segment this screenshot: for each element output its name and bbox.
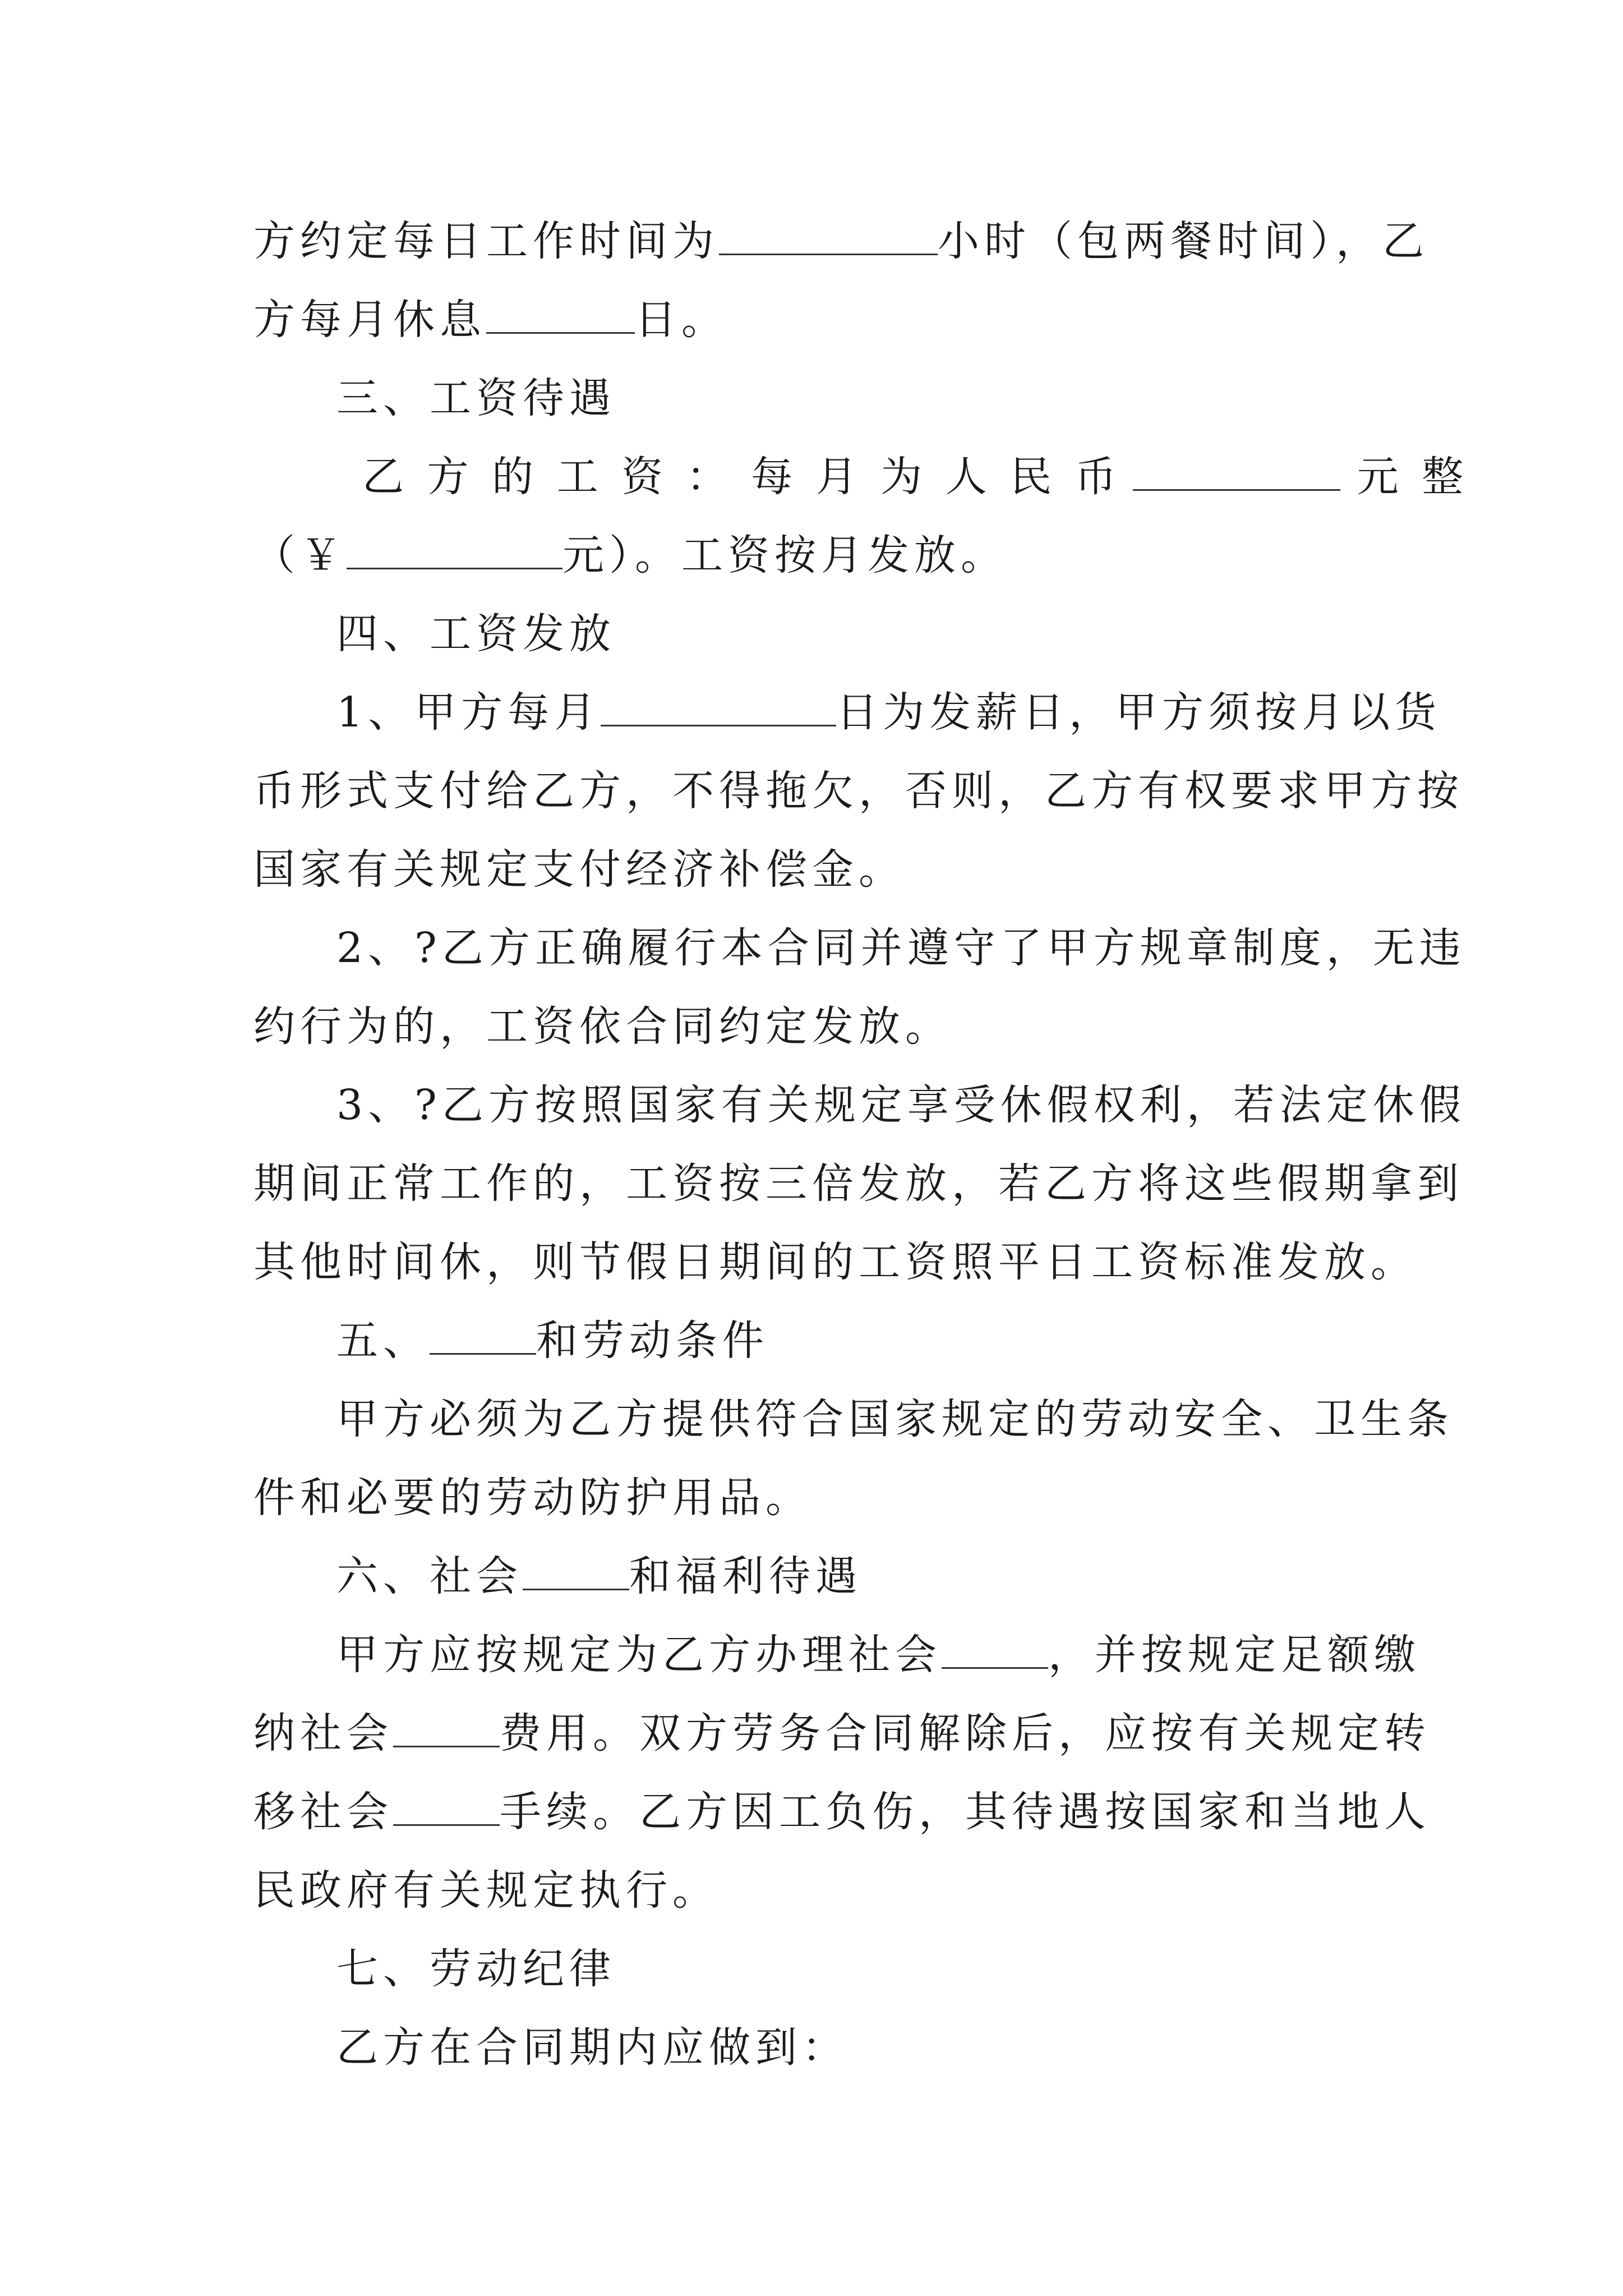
- work-hours-line: [253, 213, 1429, 269]
- fill-in-blank: [347, 533, 562, 569]
- paragraph-line: 其他时间休，则节假日期间的工资照平日工资标准发放。: [253, 1238, 1417, 1286]
- text-segment: 方每月休息: [253, 296, 486, 344]
- text-segment: 五、: [336, 1317, 430, 1365]
- insurance-fee-line: [253, 1705, 1431, 1761]
- paragraph-line: 约行为的，工资依合同约定发放。: [253, 1002, 952, 1051]
- section-heading-7: 七、劳动纪律: [336, 1945, 616, 1993]
- text-segment: 方约定每日工作时间为: [253, 217, 719, 265]
- fill-in-blank: [393, 1789, 500, 1826]
- paragraph-line: 件和必要的劳动防护用品。: [253, 1474, 812, 1522]
- paragraph-line: 甲方必须为乙方提供符合国家规定的劳动安全、卫生条: [336, 1395, 1454, 1443]
- text-segment: 和福利待遇: [629, 1552, 862, 1600]
- fill-in-blank: [942, 1632, 1048, 1669]
- fill-in-blank: [601, 690, 836, 726]
- text-segment: 手续。乙方因工负伤，其待遇按国家和当地人: [500, 1788, 1431, 1836]
- text-segment: 乙 方 的 工 资 ： 每 月 为 人 民 币: [362, 453, 1122, 501]
- text-segment: 甲方应按规定为乙方办理社会: [336, 1631, 942, 1679]
- text-segment: 纳社会: [253, 1709, 393, 1757]
- text-segment: 小时（包两餐时间），乙: [938, 217, 1429, 265]
- text-segment: 元）。工资按月发放。: [562, 531, 1007, 579]
- paragraph-line: 民政府有关规定执行。: [253, 1866, 719, 1915]
- fill-in-blank: [1133, 454, 1340, 491]
- text-segment: 和劳动条件: [536, 1317, 769, 1365]
- salary-amount-line: [253, 527, 1007, 583]
- fill-in-blank: [393, 1711, 500, 1747]
- fill-in-blank: [523, 1554, 629, 1590]
- fill-in-blank: [486, 297, 635, 334]
- text-segment: 日。: [635, 296, 728, 344]
- paragraph-line: 期间正常工作的，工资按三倍发放，若乙方将这些假期拿到: [253, 1159, 1464, 1208]
- fill-in-blank: [430, 1318, 536, 1355]
- section-heading-4: 四、工资发放: [336, 610, 616, 658]
- text-segment: 元 整: [1357, 453, 1469, 501]
- paragraph-line: 国家有关规定支付经济补偿金。: [253, 845, 905, 894]
- paragraph-line: 乙方在合同期内应做到：: [336, 2023, 849, 2072]
- salary-line: [362, 449, 1468, 505]
- text-segment: 日为发薪日，甲方须按月以货: [836, 688, 1442, 737]
- insurance-transfer-line: [253, 1784, 1431, 1840]
- section-heading-5: [336, 1313, 769, 1369]
- section-heading-3: 三、工资待遇: [336, 374, 616, 422]
- text-segment: 1、甲方每月: [336, 688, 601, 737]
- section-heading-6: [336, 1548, 862, 1604]
- text-segment: 费用。双方劳务合同解除后，应按有关规定转: [500, 1709, 1431, 1757]
- text-segment: 移社会: [253, 1788, 393, 1836]
- text-segment: ，并按规定足额缴: [1048, 1631, 1421, 1679]
- paragraph-line: 2、?乙方正确履行本合同并遵守了甲方规章制度，无违: [336, 924, 1466, 972]
- text-segment: 六、社会: [336, 1552, 523, 1600]
- fill-in-blank: [719, 219, 938, 255]
- paragraph-line: 币形式支付给乙方，不得拖欠，否则，乙方有权要求甲方按: [253, 767, 1464, 815]
- payday-line: [336, 684, 1441, 740]
- paragraph-line: 3、?乙方按照国家有关规定享受休假权利，若法定休假: [336, 1081, 1466, 1129]
- rest-days-line: [253, 292, 728, 348]
- insurance-line: [336, 1627, 1421, 1683]
- text-segment: （￥: [253, 531, 347, 579]
